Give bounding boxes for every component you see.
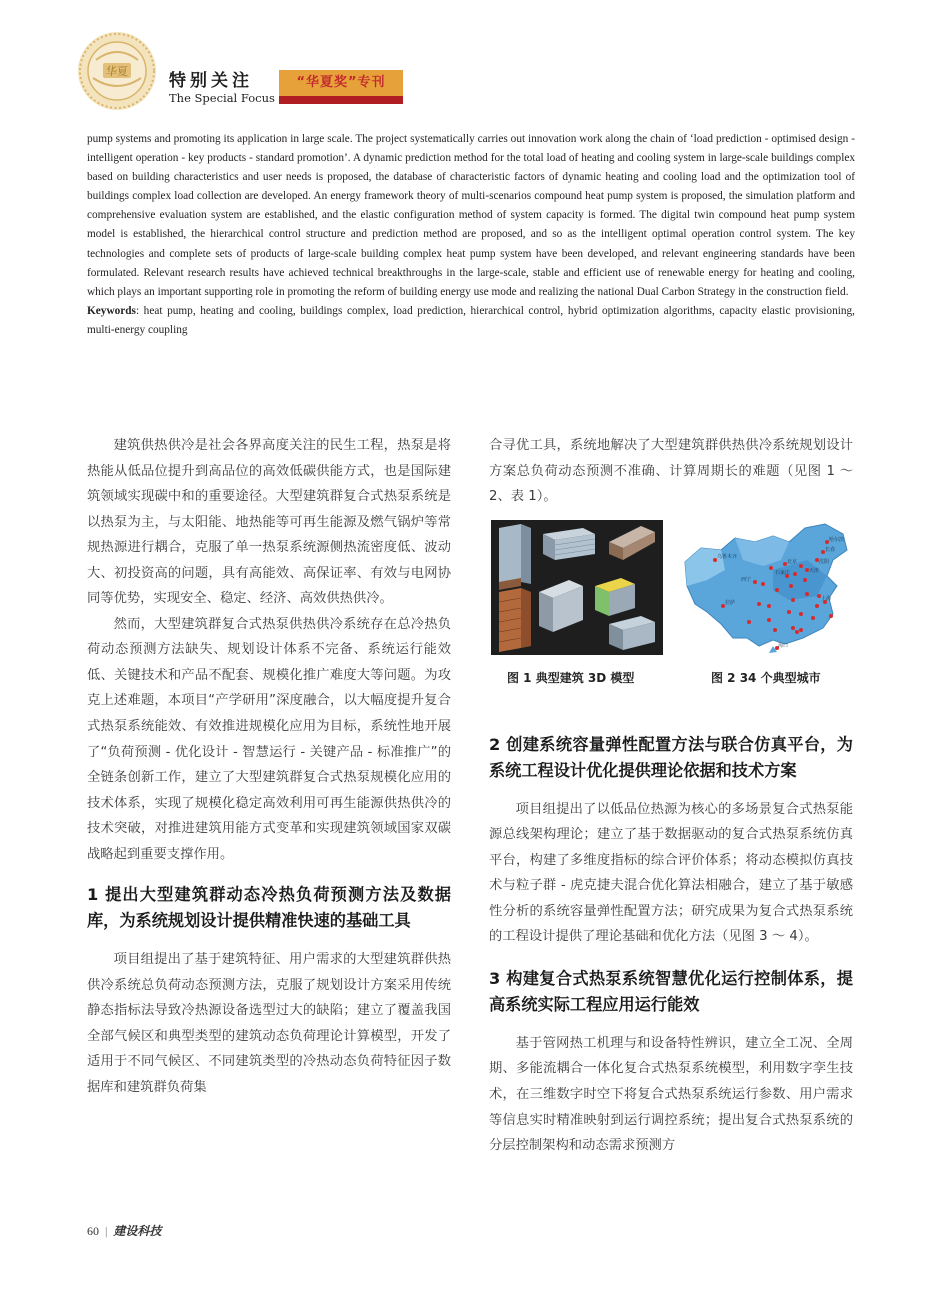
section-title-zh: 特别关注 (169, 71, 253, 91)
keywords-text: : heat pump, heating and cooling, buildings complex, load prediction, hierarchical control, hybrid optimization algorithms, capacity elastic provisioning, multi-energy coupling (87, 304, 855, 336)
map-label: 西宁 (741, 577, 752, 583)
intro-paragraph-2: 然而，大型建筑群复合式热泵供热供冷系统存在总冷热负荷动态预测方法缺失、规划设计体系不完备、系统运行能效低、关键技术和产品不配套、规模化推广难度大等问题。为攻克上述难题，本项目“产学研用”深度融合，以大幅度提升复合式热泵系统能效、有效推进规模化应用为目标，系统性地开展了“负荷预测 - 优化设计 - 智慧运行 - 关键产品 - 标准推广”的全链条创新工作，建立了大型建筑群复合式热泵规模化应用的技术体系，实现了规模化稳定高效利用可再生能源供热供冷的技术突破，对推进建筑用能方式变革和实现建筑领域国家双碳战略起到重要支撑作用。 (87, 616, 451, 862)
section-1-paragraph: 项目组提出了基于建筑特征、用户需求的大型建筑群供热供冷系统总负荷动态预测方法，克服了规划设计方案采用传统静态指标法导致冷热源设备选型过大的缺陷；建立了覆盖我国全部气候区和典型类型的建筑动态负荷理论计算模型，开发了适用于不同气候区、不同建筑类型的冷热动态负荷特征因子数据库和建筑群负荷集 (87, 952, 451, 1096)
map-label: 石家庄 (775, 570, 791, 576)
abstract-text: pump systems and promoting its application in large scale. The project systematically carries out innovation work along the chain of ‘load prediction - optimised design - intelligent operation - key products - standard promotion’. A dynamic prediction method for the total load of heating and cooling system in large-scale buildings complex based on building characteristics and user needs is proposed, the database of characteristic factors of dynamic heating and cooling load and the optimization tool of buildings complex load collection are developed. An energy framework theory of multi-scenarios compound heat pump system is proposed, the simulation platform and comprehensive evaluation system are established, and the elastic configuration method of system capacity is formed. The digital twin compound heat pump system model is established, the hierarchical control structure and prediction method are proposed, and so as the intelligent optimal operation control system. The key technologies and complete sets of products of large-scale building complex heat pump system have been developed, and relevant engineering standards have been formulated. Relevant research results have achieved technical breakthroughs in the large-scale, stable and efficient use of renewable energy for heating and cooling, which plays an important supporting role in promoting the reform of building energy use mode and realizing the national Dual Carbon Strategy in the construction field. (87, 133, 855, 298)
figure-1-caption: 图 1 典型建筑 3D 模型 (507, 671, 635, 685)
section-3-paragraph: 基于管网热工机理与和设备特性辨识，建立全工况、全周期、多能流耦合一体化复合式热泵系统模型，利用数字孪生技术，在三维数字时空下将复合式热泵系统运行参数、用户需求等信息实时精准映射到运行调控系统；提出复合式热泵系统的分层控制架构和动态需求预测方 (489, 1035, 853, 1154)
map-label: 天津 (809, 568, 820, 574)
china-city-map-image (677, 520, 853, 655)
section-heading-3: 3 构建复合式热泵系统智慧优化运行控制体系，提高系统实际工程应用运行能效 (489, 968, 853, 1014)
page-footer (87, 1222, 161, 1239)
map-label: 北京 (787, 559, 798, 565)
figure-row (489, 520, 855, 692)
special-issue-badge: “华夏奖”专刊 (279, 70, 403, 96)
english-abstract (87, 130, 855, 340)
map-label: 拉萨 (725, 600, 736, 606)
intro-paragraph-1: 建筑供热供冷是社会各界高度关注的民生工程，热泵是将热能从低品位提升到高品位的高效低碳供能方式，也是国际建筑领域实现碳中和的重要途径。大型建筑群复合式热泵系统是以热泵为主，与太阳能、地热能等可再生能源及燃气锅炉等常规热源进行耦合，克服了单一热泵系统源侧热流密度低、波动大、初投资高的问题，具有高能效、高保证率、有效与电网协同等优势，实现安全、稳定、经济、高效供热供冷。 (87, 438, 451, 607)
map-label: 哈尔滨 (829, 537, 845, 543)
building-3d-models-image (491, 520, 663, 655)
section-2-paragraph: 项目组提出了以低品位热源为核心的多场景复合式热泵能源总线架构理论；建立了基于数据驱动的复合式热泵系统仿真平台，构建了多维度指标的综合评价体系；将动态模拟仿真技术与粒子群 - 虎克捷夫混合优化算法相融合，建立了基于敏感性分析的系统容量弹性配置方法；研究成果为复合式热泵系统的工程设计提供了理论基础和优化方法（见图 3 ～ 4）。 (489, 801, 853, 945)
logo-text: 华夏 (106, 65, 128, 78)
keywords-label: Keywords (87, 304, 136, 317)
keywords-line (87, 302, 855, 340)
left-column (87, 433, 451, 1101)
badge-stripe (279, 96, 403, 104)
map-label: 长春 (825, 547, 836, 553)
map-label: 上海 (821, 596, 832, 602)
continued-paragraph: 合寻优工具，系统地解决了大型建筑群供热供冷系统规划设计方案总负荷动态预测不准确、计算周期长的难题（见图 1 ～ 2、表 1）。 (489, 438, 853, 505)
magazine-name: 建设科技 (113, 1224, 162, 1238)
figure-2-caption: 图 2 34 个典型城市 (711, 671, 821, 685)
page-number: 60 (87, 1224, 99, 1238)
section-title-en: The Special Focus (169, 91, 275, 105)
map-label: 沈阳 (819, 559, 830, 565)
footer-separator: | (105, 1224, 108, 1238)
magazine-seal-logo (76, 30, 158, 112)
section-heading-2: 2 创建系统容量弹性配置方法与联合仿真平台，为系统工程设计优化提供理论依据和技术方案 (489, 734, 853, 780)
map-label: 海口 (778, 643, 789, 649)
section-heading-1: 1 提出大型建筑群动态冷热负荷预测方法及数据库，为系统规划设计提供精准快速的基础工具 (87, 885, 451, 931)
map-label: 乌鲁木齐 (717, 554, 738, 560)
